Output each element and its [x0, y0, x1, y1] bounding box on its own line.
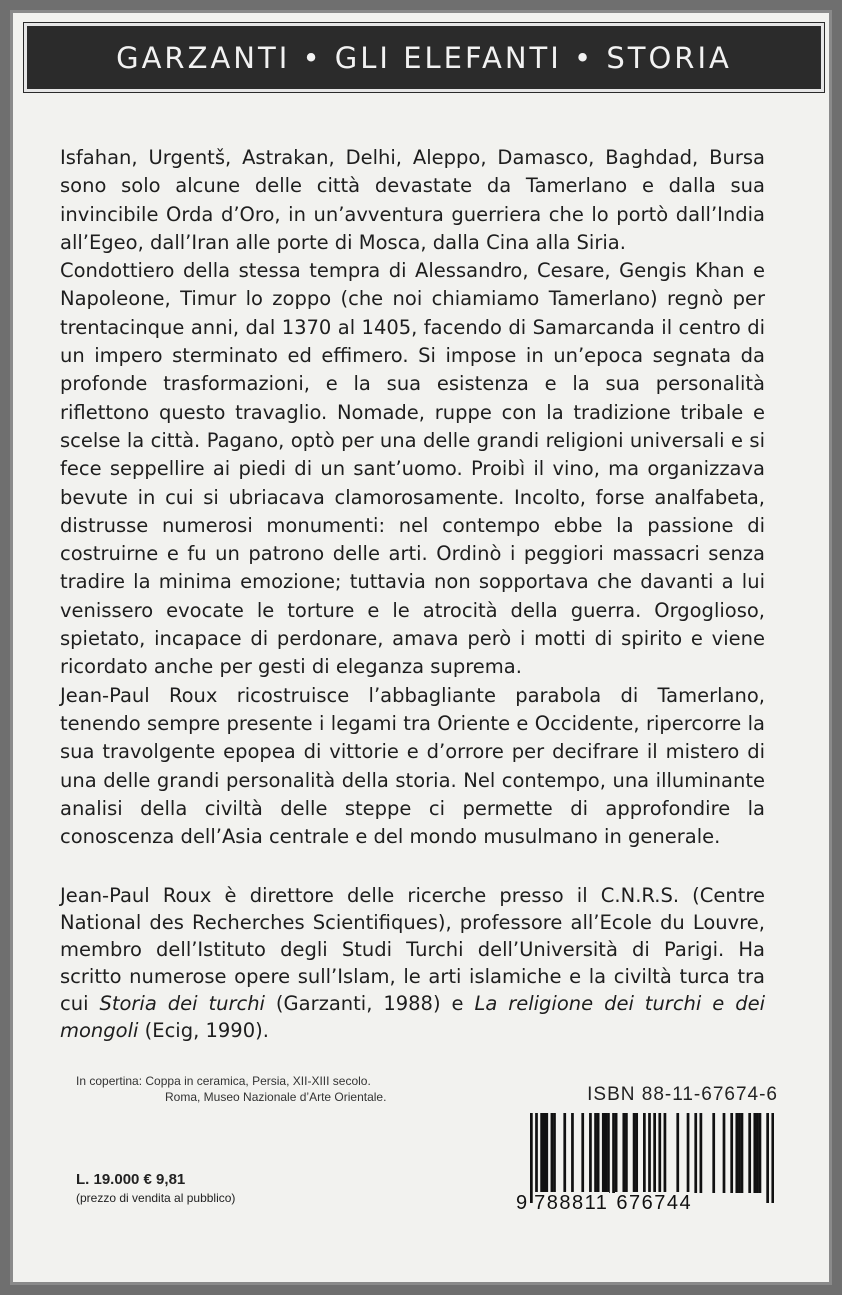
barcode-bar: [594, 1113, 597, 1193]
barcode-bar: [648, 1113, 651, 1203]
barcode-bar: [735, 1113, 738, 1193]
series-title: GARZANTI • GLI ELEFANTI • STORIA: [116, 40, 732, 75]
barcode-bar: [633, 1113, 636, 1193]
barcode-bar: [571, 1113, 574, 1193]
barcode-bar: [766, 1113, 769, 1203]
barcode-digit-group: 676744: [616, 1192, 693, 1214]
barcode-bar: [553, 1113, 556, 1193]
barcode-bar: [540, 1113, 543, 1193]
barcode-bar: [581, 1113, 584, 1193]
book-blurb: [60, 144, 765, 851]
barcode-bar: [771, 1113, 774, 1203]
barcode-bar: [615, 1113, 618, 1193]
barcode-bar: [753, 1113, 756, 1193]
barcode-bar: [712, 1113, 715, 1193]
barcode: [530, 1113, 774, 1203]
cover-credit-line: Roma, Museo Nazionale d’Arte Orientale.: [165, 1090, 387, 1104]
barcode-bar: [545, 1113, 548, 1193]
barcode-bar: [694, 1113, 697, 1193]
book-title: Storia dei turchi: [99, 992, 265, 1015]
barcode-bar: [530, 1113, 533, 1203]
blurb-paragraph: Jean-Paul Roux ricostruisce l’abbagliante parabola di Tamerlano, tenendo sempre presente i legami tra Oriente e Occidente, ripercorre la sua travolgente epopea di vittorie e d’orrore per decifrare il mistero di una delle grandi personalità della storia. Nel contempo, una illuminante analisi della civiltà delle steppe ci permette di approfondire la conoscenza dell’Asia centrale e del mondo musulmano in generale.: [60, 683, 765, 849]
barcode-bar: [563, 1113, 566, 1193]
barcode-bar: [625, 1113, 628, 1193]
book-title: La religione dei turchi e dei mongoli: [60, 992, 765, 1042]
barcode-bar: [748, 1113, 751, 1193]
barcode-digits: [516, 1192, 776, 1215]
barcode-bar: [658, 1113, 661, 1193]
barcode-bar: [756, 1113, 759, 1193]
barcode-bar: [622, 1113, 625, 1193]
barcode-bar: [612, 1113, 615, 1193]
barcode-bar: [741, 1113, 744, 1193]
author-bio: [60, 882, 765, 1044]
author-bio-text-part: (Garzanti, 1988) e: [264, 992, 475, 1015]
barcode-bar: [664, 1113, 667, 1193]
author-bio-text: [60, 882, 765, 1044]
barcode-bar: [653, 1113, 656, 1203]
barcode-bar: [759, 1113, 762, 1193]
barcode-digit-first: 9: [516, 1192, 528, 1214]
series-header: [24, 23, 824, 92]
author-bio-text-part: (Ecig, 1990).: [138, 1019, 269, 1042]
barcode-bar: [589, 1113, 592, 1193]
blurb-paragraph: Isfahan, Urgentš, Astrakan, Delhi, Aleppo, Damasco, Baghdad, Bursa sono solo alcune delle città devastate da Tamerlano e dalla sua invincibile Orda d’Oro, in un’avventura guerriera che lo portò dall’India all’Egeo, dall’Iran alle porte di Mosca, dalla Cina alla Siria.: [60, 146, 765, 254]
price-note: (prezzo di vendita al pubblico): [76, 1191, 236, 1205]
barcode-bar: [723, 1113, 726, 1193]
barcode-bar: [602, 1113, 605, 1193]
barcode-bar: [643, 1113, 646, 1193]
barcode-bar: [551, 1113, 554, 1193]
barcode-bar: [607, 1113, 610, 1193]
barcode-bar: [604, 1113, 607, 1193]
barcode-bar: [535, 1113, 538, 1203]
author-bio-text-part: Jean-Paul Roux è direttore delle ricerche presso il C.N.R.S. (Centre National des Recherches Scientifiques), professore all’Ecole du Louvre, membro dell’Istituto degli Studi Turchi dell’Università di Parigi. Ha scritto numerose opere sull’Islam, le arti islamiche e la civiltà turca tra cui: [60, 884, 765, 1015]
barcode-bar: [687, 1113, 690, 1193]
isbn-label: ISBN 88-11-67674-6: [587, 1084, 778, 1105]
barcode-bar: [738, 1113, 741, 1193]
price-block: [76, 1170, 235, 1206]
blurb-paragraph: Condottiero della stessa tempra di Alessandro, Cesare, Gengis Khan e Napoleone, Timur lo zoppo (che noi chiamiamo Tamerlano) regnò per trentacinque anni, dal 1370 al 1405, facendo di Samarcanda il centro di un impero sterminato ed effimero. Si impose in un’epoca segnata da profonde trasformazioni, e la sua esistenza e la sua personalità riflettono questo travaglio. Nomade, ruppe con la tradizione tribale e scelse la città. Pagano, optò per una delle grandi religioni universali e si fece seppellire ai piedi di un sant’uomo. Proibì il vino, ma organizzava bevute in cui si ubriacava clamorosamente. Incolto, forse analfabeta, distrusse numerosi monumenti: nel contempo ebbe la passione di costruirne e fu un patrono delle arti. Ordinò i peggiori massacri senza tradire la minima emozione; tuttavia non sopportava che davanti a lui venissero evocate le torture e le atrocità della guerra. Orgoglioso, spietato, incapace di perdonare, amava però i motti di spirito e viene ricordato anche per gesti di eleganza suprema.: [60, 259, 765, 679]
barcode-bar: [676, 1113, 679, 1193]
barcode-bar: [597, 1113, 600, 1193]
barcode-bar: [730, 1113, 733, 1193]
barcode-bar: [700, 1113, 703, 1193]
barcode-bar: [543, 1113, 546, 1193]
cover-credit-line: In copertina: Coppa in ceramica, Persia, XII-XIII secolo.: [76, 1074, 371, 1088]
price-amount: L. 19.000 € 9,81: [76, 1171, 186, 1188]
cover-credit: [76, 1073, 386, 1105]
barcode-digit-group: 788811: [534, 1192, 609, 1214]
barcode-bar: [635, 1113, 638, 1193]
